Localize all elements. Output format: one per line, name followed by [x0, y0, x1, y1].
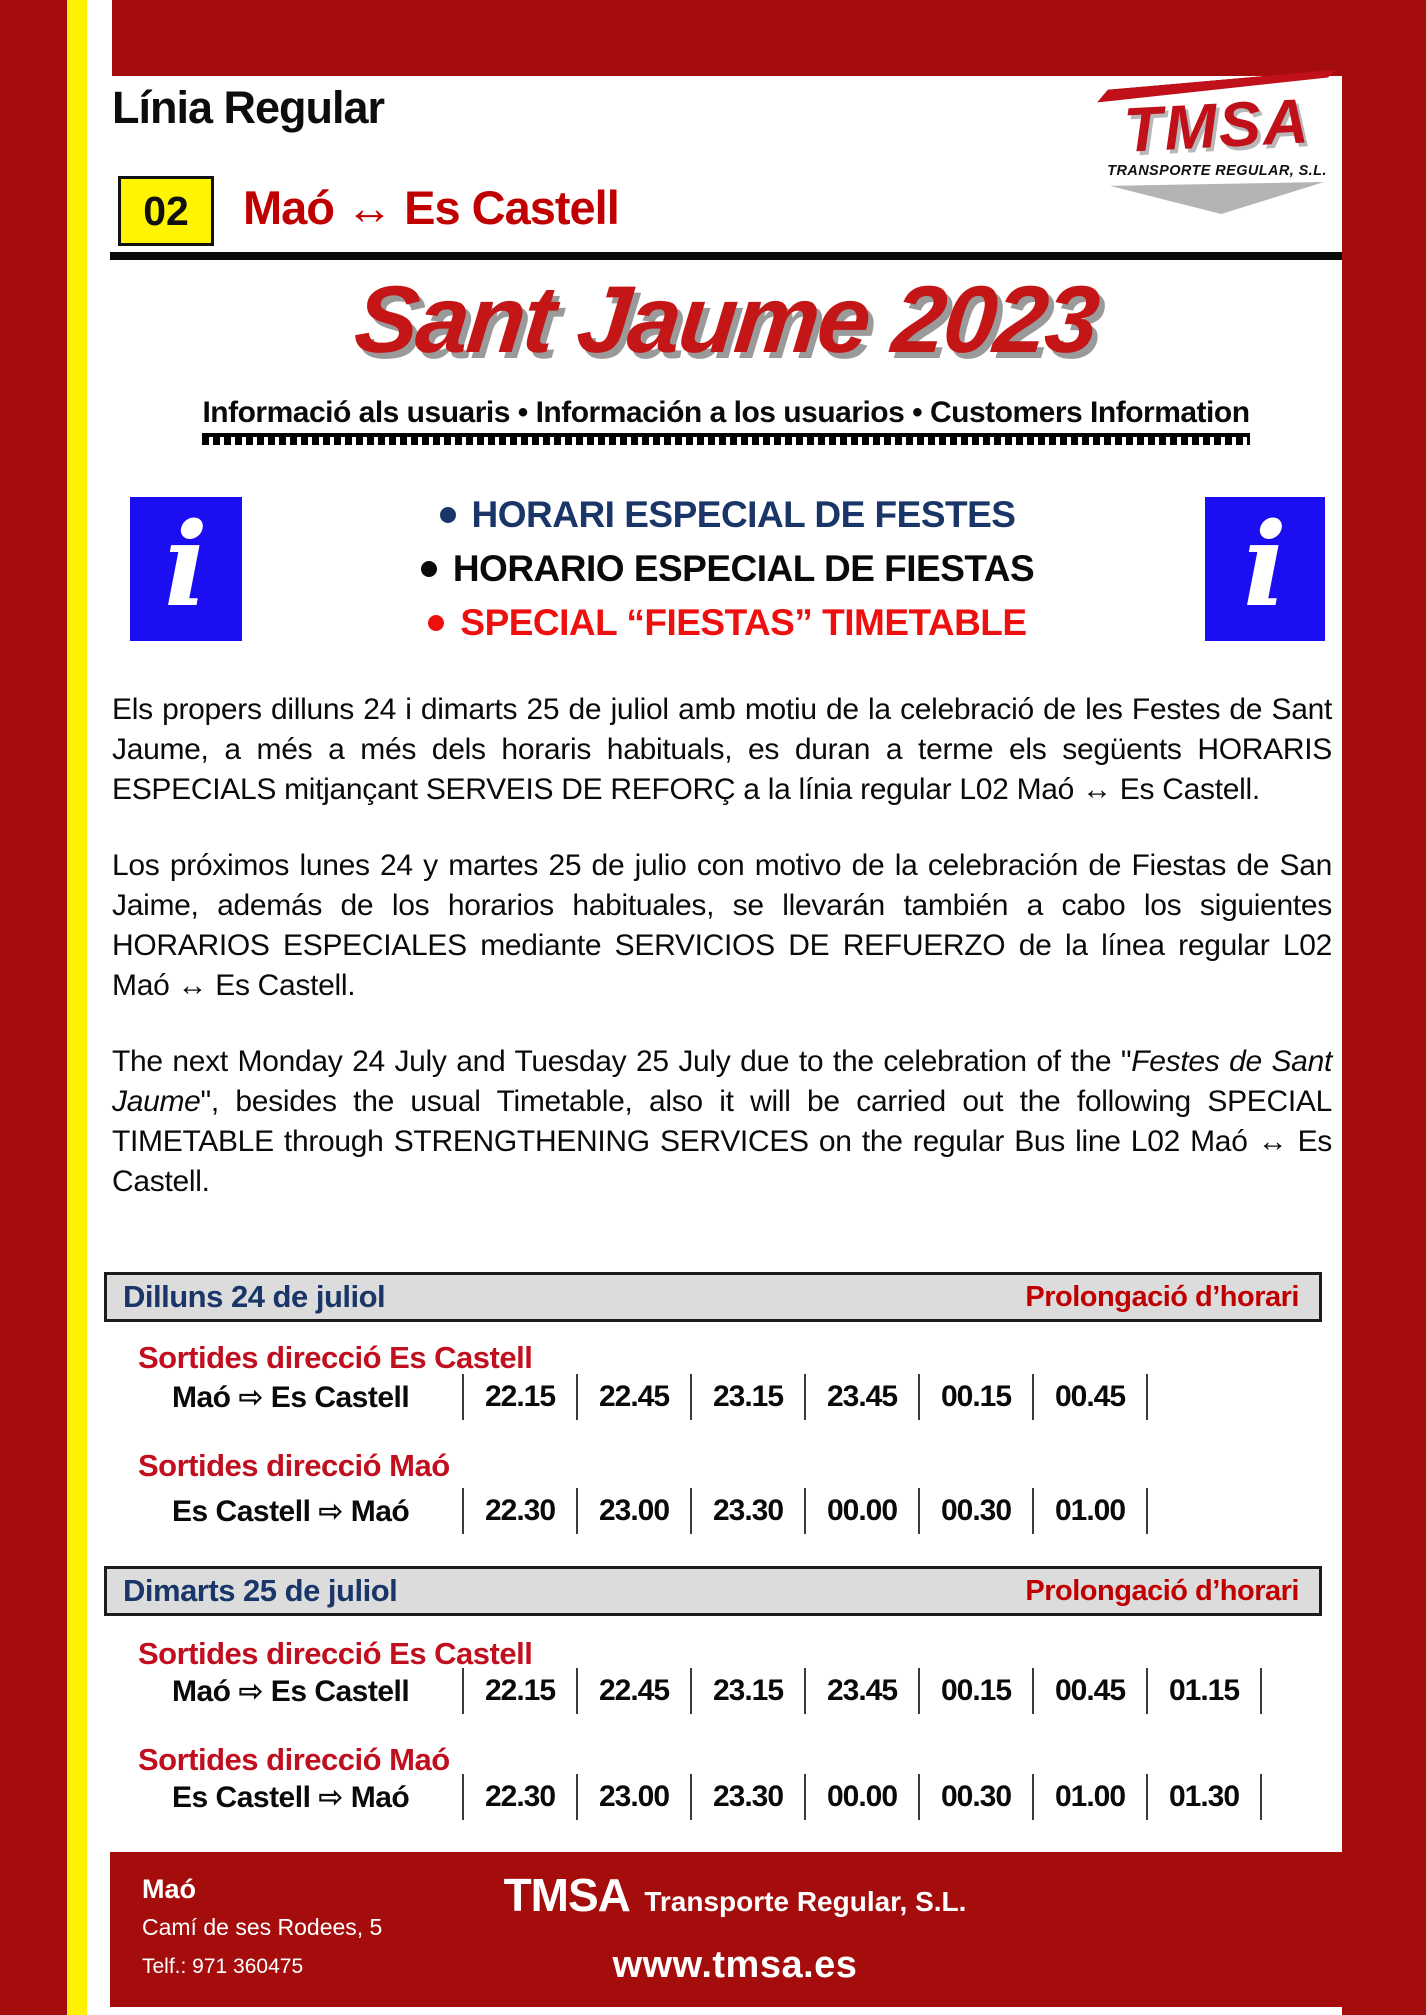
bullet-dot-icon [421, 561, 437, 577]
bullet-dot-icon [428, 615, 444, 631]
info-box-right [1205, 497, 1325, 641]
section-heading: Sortides direcció Maó [138, 1448, 450, 1483]
line-number-badge [118, 176, 214, 246]
section-heading: Sortides direcció Maó [138, 1742, 450, 1777]
route-label: Maó ⇨ Es Castell [172, 1674, 410, 1708]
page-title: Sant Jaume 2023 [349, 267, 1103, 373]
timetable-2-header [104, 1566, 1322, 1616]
route-title: Maó ↔ Es Castell [243, 181, 619, 234]
schedule-row [172, 1668, 1262, 1714]
footer [110, 1852, 1426, 2007]
line-number: 02 [143, 187, 189, 234]
times [462, 1668, 1262, 1714]
left-border [0, 0, 67, 2015]
times [462, 1488, 1148, 1534]
time-cell: 00.15 [918, 1374, 1032, 1420]
day-label: Dilluns 24 de juliol [123, 1279, 386, 1314]
time-cell: 01.00 [1032, 1488, 1146, 1534]
time-cell: 23.00 [576, 1774, 690, 1820]
yellow-accent-stripe [67, 0, 87, 2015]
body-paragraphs [112, 690, 1332, 1238]
time-cell: 00.00 [804, 1774, 918, 1820]
notice-item [421, 548, 1034, 590]
info-icon: i [164, 498, 208, 633]
schedule-row [172, 1374, 1148, 1420]
time-cell: 22.45 [576, 1374, 690, 1420]
time-cell: 01.30 [1146, 1774, 1260, 1820]
notice-item [440, 494, 1016, 536]
time-cell: 23.30 [690, 1774, 804, 1820]
timetable-1-header [104, 1272, 1322, 1322]
paragraph-spanish: Los próximos lunes 24 y martes 25 de julio con motivo de la celebración de Fiestas de San Jaime, además de los horarios habituales, se llevarán también a cabo los siguientes HORARIOS ESPECIALES mediante SERVICIOS DE REFUERZO de la línea regular L02 Maó ↔ Es Castell. [112, 849, 1332, 1002]
footer-website: www.tmsa.es [612, 1944, 858, 1986]
logo-wordmark: TMSA [1122, 86, 1312, 166]
time-cell: 23.45 [804, 1668, 918, 1714]
notice-text: HORARIO ESPECIAL DE FIESTAS [452, 548, 1035, 589]
line-label: Línia Regular [112, 82, 385, 133]
route-label: Es Castell ⇨ Maó [172, 1494, 410, 1528]
footer-phone: Telf.: 971 360475 [142, 1955, 304, 1978]
bullet-dot-icon [440, 507, 456, 523]
time-cell: 22.15 [462, 1374, 576, 1420]
paragraph-catalan: Els propers dilluns 24 i dimarts 25 de juliol amb motiu de la celebració de les Festes de Sant Jaume, a més a més dels horaris habituals, es duran a terme els següents HORARIS ESPECIALS mitjançant SERVEIS DE REFORÇ a la línia regular L02 Maó ↔ Es Castell. [112, 693, 1332, 806]
time-cell: 00.30 [918, 1774, 1032, 1820]
footer-brandline [110, 1868, 1360, 1922]
notice-list [255, 494, 1200, 644]
times [462, 1374, 1148, 1420]
time-cell: 00.15 [918, 1668, 1032, 1714]
time-cell: 00.00 [804, 1488, 918, 1534]
info-box-left [130, 497, 242, 641]
time-cell: 23.00 [576, 1488, 690, 1534]
schedule-row [172, 1774, 1262, 1820]
notice-text: SPECIAL “FIESTAS” TIMETABLE [460, 602, 1027, 643]
right-border [1342, 0, 1426, 2015]
notice-text: HORARI ESPECIAL DE FESTES [471, 494, 1016, 535]
note-label: Prolongació d’horari [1025, 1574, 1299, 1607]
notice-item [428, 602, 1026, 644]
day-label: Dimarts 25 de juliol [123, 1573, 398, 1608]
note-label: Prolongació d’horari [1025, 1280, 1299, 1313]
time-cell: 23.15 [690, 1668, 804, 1714]
time-cell: 22.15 [462, 1668, 576, 1714]
time-cell: 23.30 [690, 1488, 804, 1534]
footer-address: Camí de ses Rodees, 5 [142, 1914, 383, 1940]
logo-shadow-swoosh-icon [1110, 182, 1324, 214]
top-red-bar [112, 0, 1426, 76]
time-cell: 00.45 [1032, 1374, 1146, 1420]
route-label: Maó ⇨ Es Castell [172, 1380, 410, 1414]
footer-city: Maó [142, 1874, 196, 1904]
footer-company-name: Transporte Regular, S.L. [644, 1886, 967, 1917]
info-icon: i [1243, 498, 1287, 633]
time-cell: 23.45 [804, 1374, 918, 1420]
footer-brand: TMSA [503, 1869, 630, 1921]
tmsa-logo [1092, 80, 1342, 214]
time-cell: 01.00 [1032, 1774, 1146, 1820]
footer-center [110, 1852, 1360, 1987]
time-cell: 00.45 [1032, 1668, 1146, 1714]
time-cell: 22.45 [576, 1668, 690, 1714]
header-rule [110, 252, 1342, 260]
subtitle: Informació als usuaris • Información a los usuarios • Customers Information [202, 396, 1249, 437]
times [462, 1774, 1262, 1820]
time-cell: 22.30 [462, 1774, 576, 1820]
paragraph-english: The next Monday 24 July and Tuesday 25 July due to the celebration of the "Festes de Sant Jaume", besides the usual Timetable, also it will be carried out the following SPECIAL TIMETABLE through STRENGTHENING SERVICES on the regular Bus line L02 Maó ↔ Es Castell. [112, 1045, 1332, 1198]
section-heading: Sortides direcció Es Castell [138, 1340, 533, 1375]
time-cell: 00.30 [918, 1488, 1032, 1534]
subtitle-wrap [110, 396, 1342, 437]
route-label: Es Castell ⇨ Maó [172, 1780, 410, 1814]
logo-tagline: TRANSPORTE REGULAR, S.L. [1107, 163, 1327, 179]
time-cell: 23.15 [690, 1374, 804, 1420]
schedule-row [172, 1488, 1148, 1534]
section-heading: Sortides direcció Es Castell [138, 1636, 533, 1671]
time-cell: 22.30 [462, 1488, 576, 1534]
time-cell: 01.15 [1146, 1668, 1260, 1714]
